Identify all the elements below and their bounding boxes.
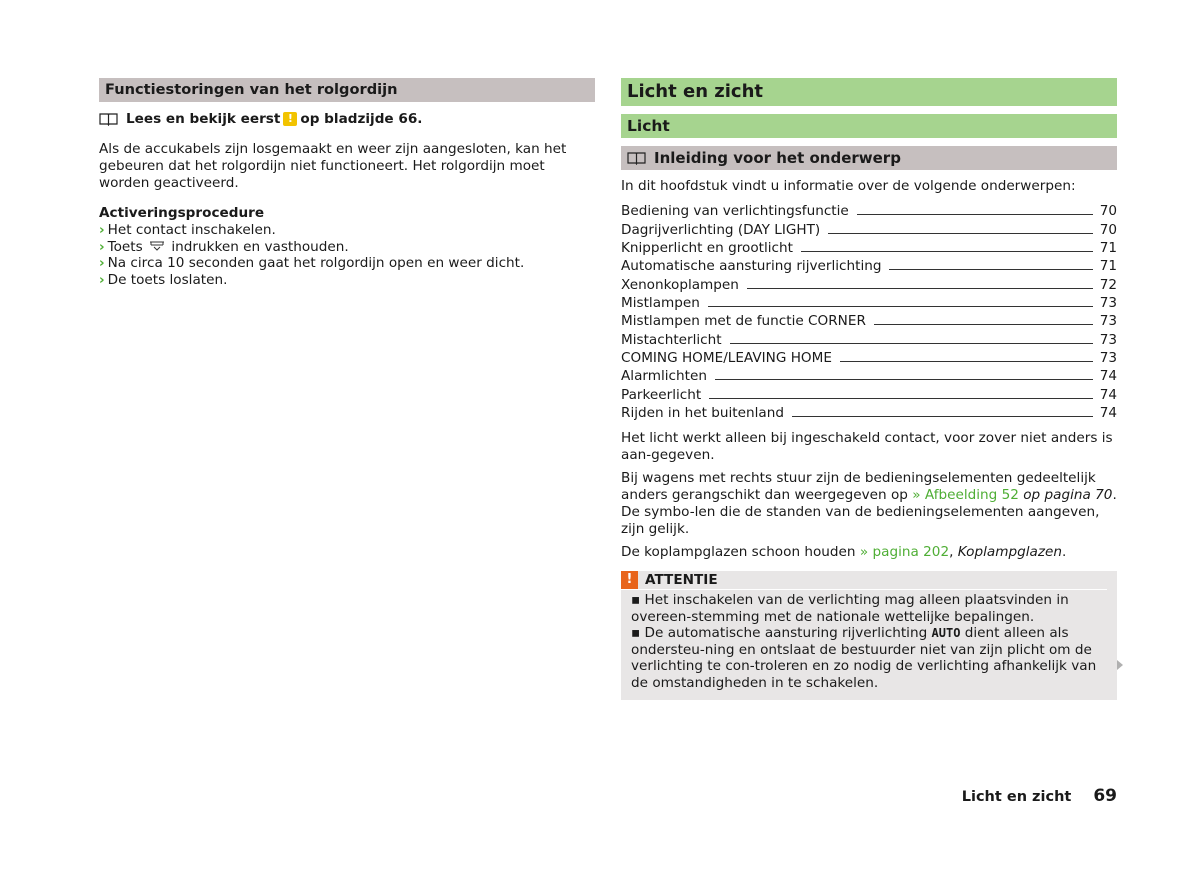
toc-title: Mistlampen [621, 295, 700, 312]
page-reference: Koplampglazen [957, 544, 1062, 561]
toc-page: 72 [1099, 276, 1117, 293]
toc-title: Mistlampen met de functie CORNER [621, 313, 866, 330]
toc-row[interactable] [621, 239, 1117, 257]
toc-row[interactable] [621, 367, 1117, 385]
warning-exclamation-icon: ! [283, 112, 297, 126]
auto-symbol: AUTO [931, 626, 961, 641]
chapter-title: Licht en zicht [621, 78, 1117, 106]
left-column [99, 78, 595, 288]
toc-leader-line [857, 214, 1093, 215]
toc-row[interactable] [621, 349, 1117, 367]
step-text: Na circa 10 seconden gaat het rolgordijn open en weer dicht. [107, 255, 525, 271]
toc-row[interactable] [621, 404, 1117, 422]
body-paragraph: Het licht werkt alleen bij ingeschakeld contact, voor zover niet anders is aan-gegeven. [621, 430, 1113, 464]
body-paragraph [621, 470, 1117, 538]
attention-text: Het inschakelen van de verlichting mag alleen plaatsvinden in overeen-stemming met de nationale wettelijke bepalingen. [631, 592, 1069, 625]
toc-title: Rijden in het buitenland [621, 405, 784, 422]
procedure-step [99, 272, 595, 289]
step-text: De toets loslaten. [107, 271, 228, 288]
toc-title: Alarmlichten [621, 368, 707, 385]
step-text: indrukken en vasthouden. [171, 238, 349, 255]
paragraph-text: De koplampglazen schoon houden [621, 544, 856, 561]
section-heading: Functiestoringen van het rolgordijn [99, 78, 595, 102]
subsection-title [621, 146, 1117, 170]
paragraph-text: . De symbo-len die de standen van de bedieningselementen aangeven, zijn gelijk. [621, 487, 1117, 538]
toc-page: 71 [1099, 240, 1117, 257]
book-icon [627, 151, 646, 165]
page-number: 69 [1093, 786, 1117, 806]
toc-leader-line [730, 343, 1093, 344]
footer-chapter: Licht en zicht [961, 789, 1072, 805]
body-paragraph [621, 544, 1117, 561]
attention-text: dient alleen als ondersteu-ning en ontslaat de bestuurder niet van zijn plicht om de verlichting te con-troleren en zo nodig de verlichting afhankelijk van de omstandigheden in te schakelen. [631, 625, 1097, 691]
toc-page: 73 [1099, 350, 1117, 367]
toc-row[interactable] [621, 257, 1117, 275]
toc-row[interactable] [621, 385, 1117, 403]
toc-leader-line [792, 416, 1093, 417]
attention-text: De automatische aansturing rijverlichting [644, 625, 928, 642]
toc-page: 74 [1099, 405, 1117, 422]
toc-row[interactable] [621, 312, 1117, 330]
intro-paragraph: In dit hoofdstuk vindt u informatie over de volgende onderwerpen: [621, 178, 1076, 194]
toc-page: 71 [1099, 258, 1117, 275]
attention-label: ATTENTIE [645, 572, 718, 589]
toc-row[interactable] [621, 220, 1117, 238]
toc-title: Dagrijverlichting (DAY LIGHT) [621, 221, 821, 238]
reference-page-link[interactable]: op bladzijde 66. [300, 111, 423, 127]
toc-page: 74 [1099, 368, 1117, 385]
book-icon [99, 112, 118, 126]
chevron-right-icon: › [99, 238, 105, 255]
chevron-right-icon: › [99, 222, 105, 238]
procedure-step [99, 255, 595, 272]
toc-row[interactable] [621, 275, 1117, 293]
square-bullet-icon: ▪ [631, 592, 641, 609]
warning-exclamation-icon: ! [621, 571, 638, 589]
page-footer [950, 786, 1117, 806]
toc-leader-line [747, 288, 1093, 289]
step-text: Het contact inschakelen. [107, 222, 276, 238]
toc-title: COMING HOME/LEAVING HOME [621, 350, 832, 367]
paragraph-text: Bij wagens met rechts stuur zijn de bedieningselementen gedeeltelijk anders gerangschikt dan weergegeven op [621, 470, 1096, 504]
page-link[interactable]: » pagina 202 [859, 544, 950, 561]
procedure-step [99, 239, 595, 256]
toc-leader-line [708, 306, 1093, 307]
toc-leader-line [709, 398, 1093, 399]
procedure-title: Activeringsprocedure [99, 205, 265, 221]
toc-leader-line [801, 251, 1093, 252]
section-title: Licht [621, 114, 1117, 138]
toc-page: 73 [1099, 331, 1117, 348]
toc-leader-line [889, 269, 1093, 270]
toc-title: Automatische aansturing rijverlichting [621, 258, 882, 275]
toc-row[interactable] [621, 202, 1117, 220]
attention-header [621, 571, 1107, 590]
toc-title: Bediening van verlichtingsfunctie [621, 203, 849, 220]
attention-item [631, 625, 1107, 691]
square-bullet-icon: ▪ [631, 625, 641, 642]
paragraph-end: . [1061, 544, 1067, 561]
page-reference: op pagina 70 [1023, 487, 1113, 504]
attention-item [631, 592, 1107, 625]
toc-leader-line [715, 379, 1093, 380]
toc-leader-line [874, 324, 1093, 325]
step-text-prefix: Toets [107, 238, 143, 255]
figure-link[interactable]: » Afbeelding 52 [912, 487, 1019, 504]
cross-reference [99, 110, 595, 128]
separator: , [949, 544, 954, 561]
toc-title: Parkeerlicht [621, 386, 702, 403]
toc-page: 70 [1099, 221, 1117, 238]
continue-arrow-icon [1117, 660, 1123, 670]
attention-box [621, 571, 1117, 700]
toc-title: Xenonkoplampen [621, 276, 739, 293]
chevron-right-icon: › [99, 255, 105, 271]
toc-page: 73 [1099, 295, 1117, 312]
toc-title: Knipperlicht en grootlicht [621, 240, 793, 257]
right-column [621, 78, 1117, 700]
toc-row[interactable] [621, 294, 1117, 312]
chevron-right-icon: › [99, 271, 105, 288]
toc-row[interactable] [621, 330, 1117, 348]
toc-leader-line [828, 233, 1093, 234]
reference-text: Lees en bekijk eerst [126, 111, 281, 127]
table-of-contents [621, 202, 1117, 422]
toc-page: 73 [1099, 313, 1117, 330]
toc-leader-line [840, 361, 1093, 362]
subsection-title-text: Inleiding voor het onderwerp [654, 149, 901, 167]
toc-title: Mistachterlicht [621, 331, 722, 348]
toc-page: 70 [1099, 203, 1117, 220]
sunroof-blind-icon [149, 240, 165, 251]
body-paragraph: Als de accukabels zijn losgemaakt en weer zijn aangesloten, kan het gebeuren dat het rolgordijn niet functioneert. Het rolgordijn moet worden geactiveerd. [99, 141, 567, 191]
toc-page: 74 [1099, 386, 1117, 403]
attention-body [621, 590, 1107, 691]
procedure-step [99, 222, 595, 239]
